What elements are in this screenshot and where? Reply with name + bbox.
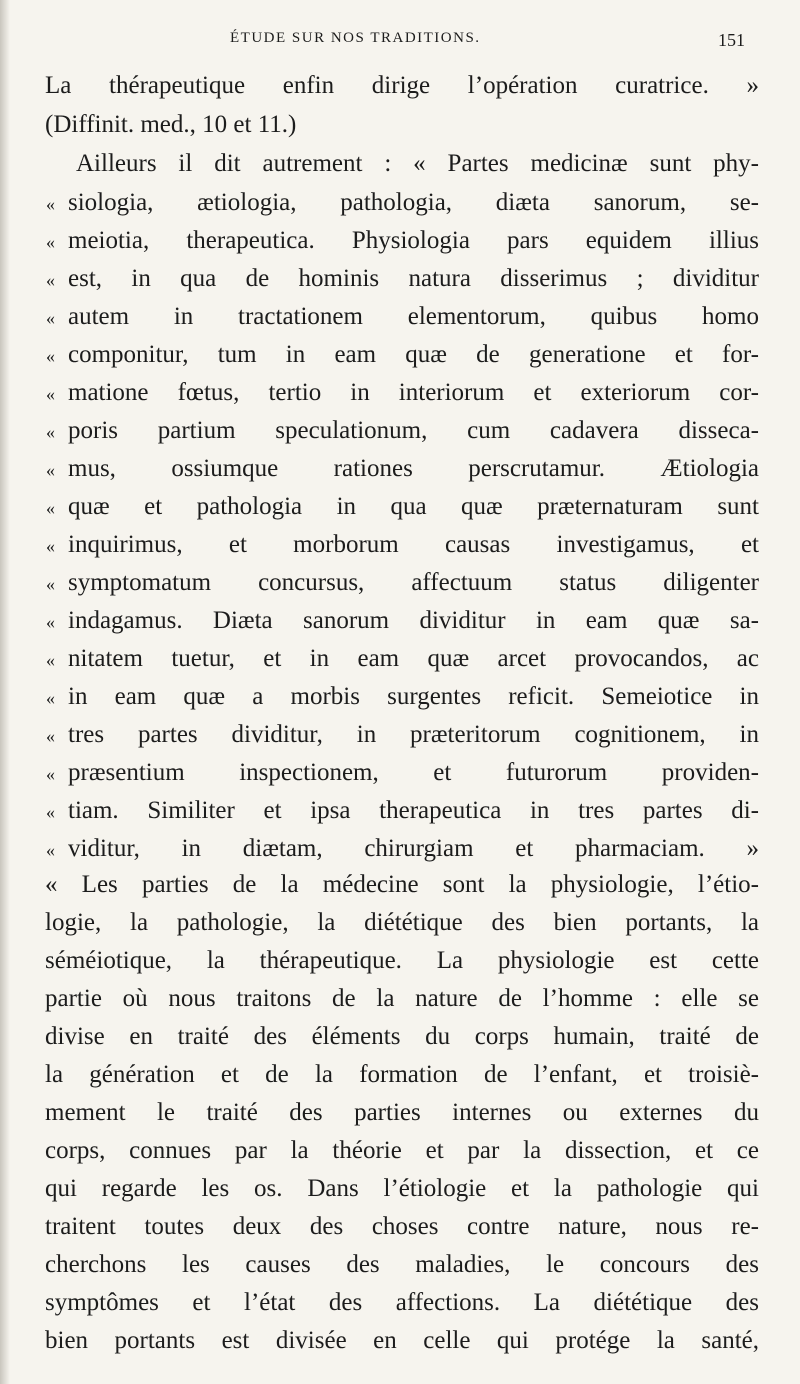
text-line: siologia, ætiologia, pathologia, diæta sanorum, se- [68, 189, 759, 216]
text-line: indagamus. Diæta sanorum dividitur in eam quæ sa- [68, 607, 759, 634]
text-line: qui regarde les os. Dans l’étiologie et la pathologie qui [45, 1175, 759, 1202]
text-line: poris partium speculationum, cum cadavera disseca- [68, 417, 759, 444]
page-number: 151 [718, 30, 745, 50]
text-line: (Diffinit. med., 10 et 11.) [45, 111, 297, 138]
quote-mark: « [46, 574, 55, 594]
quote-mark: « [46, 536, 55, 556]
text-line: matione fœtus, tertio in interiorum et exteriorum cor- [68, 379, 759, 406]
quote-mark: « [46, 308, 55, 328]
text-line: quæ et pathologia in qua quæ præternaturam sunt [68, 493, 759, 520]
quote-mark: « [46, 460, 55, 480]
quote-mark: « [46, 688, 55, 708]
text-line: la génération et de la formation de l’enfant, et troisiè- [45, 1061, 759, 1088]
text-line: séméiotique, la thérapeutique. La physiologie est cette [45, 947, 759, 974]
text-line: componitur, tum in eam quæ de generatione et for- [68, 341, 759, 368]
text-line: autem in tractationem elementorum, quibus homo [68, 303, 759, 330]
text-line: « Les parties de la médecine sont la physiologie, l’étio- [45, 871, 759, 898]
text-line: viditur, in diætam, chirurgiam et pharmaciam. » [68, 835, 759, 862]
text-line: La thérapeutique enfin dirige l’opération curatrice. » [45, 72, 759, 99]
quote-mark: « [46, 840, 55, 860]
text-line: nitatem tuetur, et in eam quæ arcet provocandos, ac [68, 645, 759, 672]
quote-mark: « [46, 384, 55, 404]
text-line: in eam quæ a morbis surgentes reficit. Semeiotice in [68, 683, 759, 710]
text-line: traitent toutes deux des choses contre nature, nous re- [45, 1213, 759, 1240]
text-line: præsentium inspectionem, et futurorum providen- [68, 759, 759, 786]
running-title: ÉTUDE SUR NOS TRADITIONS. [230, 30, 481, 46]
quote-mark: « [46, 612, 55, 632]
quote-mark: « [46, 270, 55, 290]
quote-mark: « [46, 422, 55, 442]
text-line: mus, ossiumque rationes perscrutamur. Ætiologia [68, 455, 759, 482]
text-line: tres partes dividitur, in præteritorum cognitionem, in [68, 721, 759, 748]
text-line: symptomatum concursus, affectuum status diligenter [68, 569, 759, 596]
page-edge-shadow [0, 0, 10, 1384]
text-line: partie où nous traitons de la nature de l’homme : elle se [45, 985, 759, 1012]
quote-mark: « [46, 346, 55, 366]
text-line: meiotia, therapeutica. Physiologia pars equidem illius [68, 227, 759, 254]
text-line: corps, connues par la théorie et par la dissection, et ce [45, 1137, 759, 1164]
text-line: est, in qua de hominis natura disserimus ; dividitur [68, 265, 759, 292]
quote-mark: « [46, 764, 55, 784]
text-line: inquirimus, et morborum causas investigamus, et [68, 531, 759, 558]
quote-mark: « [46, 650, 55, 670]
quote-mark: « [46, 498, 55, 518]
text-line: Ailleurs il dit autrement : « Partes medicinæ sunt phy- [76, 150, 759, 177]
text-line: bien portants est divisée en celle qui protége la santé, [45, 1327, 759, 1354]
quote-mark: « [46, 194, 55, 214]
text-line: logie, la pathologie, la diététique des bien portants, la [45, 909, 759, 936]
quote-mark: « [46, 802, 55, 822]
text-line: mement le traité des parties internes ou externes du [45, 1099, 759, 1126]
quote-mark: « [46, 232, 55, 252]
text-line: symptômes et l’état des affections. La diététique des [45, 1289, 759, 1316]
text-line: cherchons les causes des maladies, le concours des [45, 1251, 759, 1278]
text-line: divise en traité des éléments du corps humain, traité de [45, 1023, 759, 1050]
text-line: tiam. Similiter et ipsa therapeutica in tres partes di- [68, 797, 759, 824]
quote-mark: « [46, 726, 55, 746]
